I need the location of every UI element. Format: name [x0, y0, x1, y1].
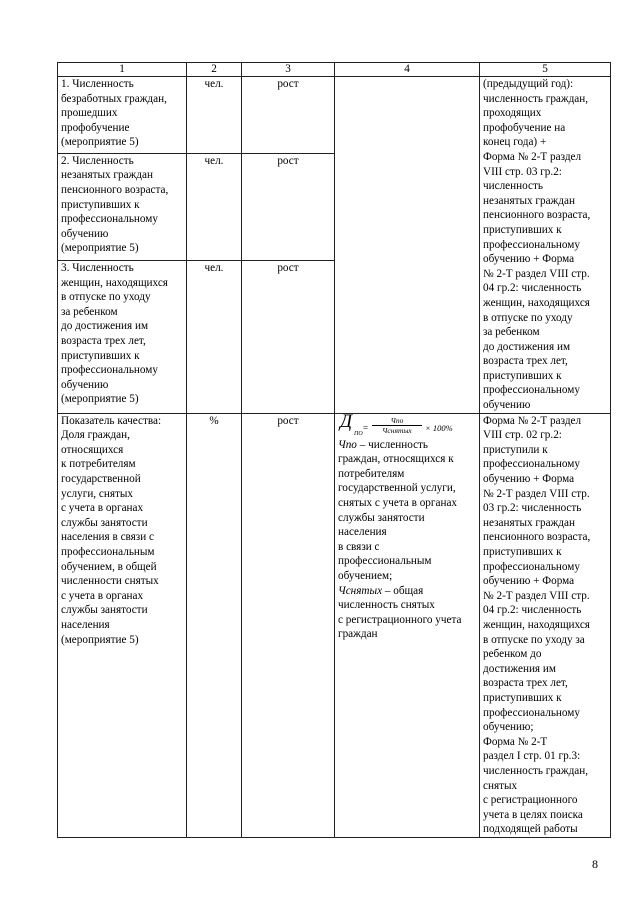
formula-equals: = — [363, 422, 369, 433]
quality-source-cell: Форма № 2-Т раздел VIII стр. 02 гр.2: приступили к профессиональному обучению + Форма № 2-Т раздел VIII стр. 03 гр.2: численность незанятых граждан пенсионного возраста, приступивших к профессиональному обучению + Форма № 2-Т раздел VIII стр. 04 гр.2: численность женщин, находящихся в отпуске по уходу за ребенком до достижения им возраста трех лет, приступивших к профессиональному обучению; Форма № 2-Т раздел I стр. 01 гр.3: численность граждан, снятых с регистрационного учета в целях поиска подходящей работы — [480, 413, 611, 837]
formula-subscript: ПО — [354, 430, 363, 437]
definition-text-2: – общая численность снятых с регистрационного учета граждан — [338, 584, 462, 641]
table-row — [58, 77, 611, 154]
formula-numerator: Чпо — [372, 416, 422, 426]
formula-cell-empty — [335, 77, 480, 414]
header-col-2: 2 — [187, 63, 242, 77]
formula-symbol: Д — [340, 410, 353, 432]
table-header-row — [58, 63, 611, 77]
indicator-cell: 1. Численность безработных граждан, прошедших профобучение (мероприятие 5) — [58, 77, 187, 154]
trend-cell: рост — [242, 153, 335, 260]
trend-cell: рост — [242, 260, 335, 413]
unit-cell: чел. — [187, 260, 242, 413]
quality-indicator-cell: Показатель качества: Доля граждан, относящихся к потребителям государственной услуги, снятых с учета в органах службы занятости населения в связи с профессиональным обучением, в общей численности снятых с учета в органах службы занятости населения (мероприятие 5) — [58, 413, 187, 837]
formula — [338, 410, 476, 438]
quality-unit-cell: % — [187, 413, 242, 837]
unit-cell: чел. — [187, 153, 242, 260]
source-cell: (предыдущий год): численность граждан, проходящих профобучение на конец года) + Форма № 2-Т раздел VIII стр. 03 гр.2: численность незанятых граждан пенсионного возраста, приступивших к профессиональному обучению + Форма № 2-Т раздел VIII стр. 04 гр.2: численность женщин, находящихся в отпуске по уходу за ребенком до достижения им возраста трех лет, приступивших к профессиональному обучению — [480, 77, 611, 414]
definition-text-1: – численность граждан, относящихся к потребителям государственной услуги, снятых с учета в органах службы занятости населения в связи с профессиональным обучением; — [338, 438, 457, 582]
formula-definitions — [338, 438, 476, 642]
page-number: 8 — [592, 857, 598, 871]
header-col-4: 4 — [335, 63, 480, 77]
formula-multiplier: × 100% — [425, 422, 453, 433]
header-col-3: 3 — [242, 63, 335, 77]
indicator-cell: 2. Численность незанятых граждан пенсионного возраста, приступивших к профессиональному обучению (мероприятие 5) — [58, 153, 187, 260]
formula-fraction — [372, 416, 422, 435]
header-col-1: 1 — [58, 63, 187, 77]
definition-var-2: Чснятых — [338, 584, 383, 597]
indicators-table — [57, 62, 611, 838]
quality-formula-cell — [335, 410, 480, 837]
quality-row — [58, 413, 611, 837]
trend-cell: рост — [242, 77, 335, 154]
definition-var-1: Чпо — [338, 438, 357, 451]
unit-cell: чел. — [187, 77, 242, 154]
indicator-cell: 3. Численность женщин, находящихся в отпуске по уходу за ребенком до достижения им возраста трех лет, приступивших к профессиональному обучению (мероприятие 5) — [58, 260, 187, 413]
quality-trend-cell: рост — [242, 413, 335, 837]
formula-denominator: Чснятых — [382, 425, 412, 435]
header-col-5: 5 — [480, 63, 611, 77]
